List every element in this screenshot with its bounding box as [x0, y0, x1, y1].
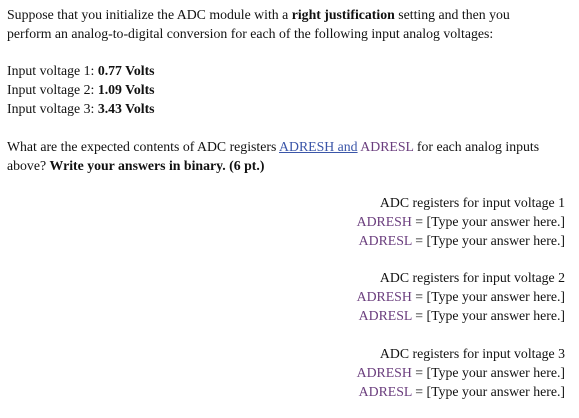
adresl-answer-field[interactable]: [Type your answer here.]: [426, 384, 565, 399]
input-value: 1.09 Volts: [97, 82, 155, 97]
equals-sign: =: [411, 233, 427, 248]
adresh-answer-field[interactable]: [Type your answer here.]: [426, 214, 565, 229]
equals-sign: =: [411, 308, 427, 323]
answer-title: ADC registers for input voltage 3: [379, 346, 565, 361]
intro-bold-text: right justification: [291, 7, 395, 22]
question-text: for each analog inputs: [413, 139, 540, 154]
input-value: 0.77 Volts: [97, 63, 155, 78]
question-paragraph: [7, 137, 573, 175]
question-text: What are the expected contents of ADC registers: [7, 139, 280, 154]
intro-text: setting and then you: [394, 7, 510, 22]
question-instruction: Write your answers in binary. (6 pt.): [49, 158, 265, 173]
adresh-label: ADRESH: [356, 214, 412, 229]
input-value: 3.43 Volts: [97, 101, 155, 116]
input-voltage-list: [7, 61, 573, 118]
intro-line-1: [7, 5, 573, 24]
adresl-label: ADRESL: [358, 233, 412, 248]
input-voltage-2: [7, 80, 573, 99]
answer-block-1: [357, 193, 565, 250]
adresh-answer-field[interactable]: [Type your answer here.]: [426, 289, 565, 304]
adresl-label: ADRESL: [358, 308, 412, 323]
question-line-1: [7, 137, 573, 156]
input-voltage-3: [7, 99, 573, 118]
equals-sign: =: [411, 289, 427, 304]
adresl-answer-row: [357, 306, 565, 325]
input-label: Input voltage 1:: [7, 63, 98, 78]
equals-sign: =: [411, 365, 427, 380]
intro-line-2: perform an analog-to-digital conversion for each of the following input analog voltages:: [7, 26, 494, 41]
answer-block-2: [357, 268, 565, 325]
adresh-answer-row: [357, 363, 565, 382]
adresh-answer-row: [357, 287, 565, 306]
input-voltage-1: [7, 61, 573, 80]
adresl-answer-row: [357, 382, 565, 401]
adresl-answer-field[interactable]: [Type your answer here.]: [426, 233, 565, 248]
answer-title: ADC registers for input voltage 1: [379, 195, 565, 210]
equals-sign: =: [411, 384, 427, 399]
intro-text: Suppose that you initialize the ADC module with a: [7, 7, 292, 22]
adresl-answer-row: [357, 231, 565, 250]
adresh-link[interactable]: ADRESH and: [279, 139, 358, 154]
input-label: Input voltage 3:: [7, 101, 98, 116]
question-line-2: [7, 156, 573, 175]
answer-block-3: [357, 344, 565, 401]
adresh-label: ADRESH: [356, 365, 412, 380]
question-text: above?: [7, 158, 50, 173]
adresh-label: ADRESH: [356, 289, 412, 304]
intro-paragraph: [7, 5, 573, 43]
adresh-answer-field[interactable]: [Type your answer here.]: [426, 365, 565, 380]
adresl-label: ADRESL: [358, 384, 412, 399]
adresl-answer-field[interactable]: [Type your answer here.]: [426, 308, 565, 323]
adresh-answer-row: [357, 212, 565, 231]
input-label: Input voltage 2:: [7, 82, 98, 97]
equals-sign: =: [411, 214, 427, 229]
answer-title: ADC registers for input voltage 2: [379, 270, 565, 285]
adresl-register-text: ADRESL: [360, 139, 414, 154]
